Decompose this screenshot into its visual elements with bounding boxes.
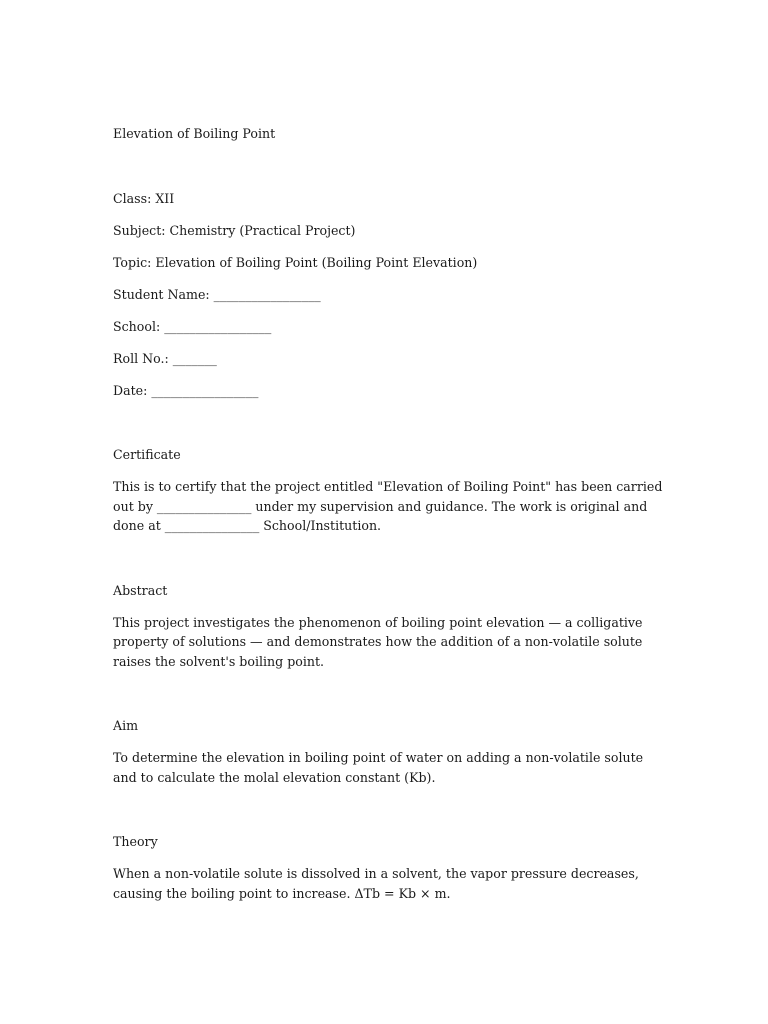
- aim-heading: Aim: [113, 718, 139, 733]
- topic-line: Topic: Elevation of Boiling Point (Boiling Point Elevation): [113, 254, 478, 270]
- school-line: School: _________________: [113, 318, 272, 334]
- theory-body: When a non-volatile solute is dissolved in a solvent, the vapor pressure decreases, causing the boiling point to increase. ΔTb = Kb × m.: [113, 866, 643, 901]
- subject-line: Subject: Chemistry (Practical Project): [113, 222, 356, 238]
- student-name-line: Student Name: _________________: [113, 286, 321, 302]
- theory-heading: Theory: [113, 834, 158, 849]
- roll-no-line: Roll No.: _______: [113, 350, 217, 366]
- abstract-heading: Abstract: [113, 582, 168, 598]
- certificate-heading: Certificate: [113, 447, 181, 462]
- class-line: Class: XII: [113, 190, 175, 206]
- aim-body: To determine the elevation in boiling point of water on adding a non-volatile solute and to calculate the molal elevation constant (Kb).: [113, 750, 648, 785]
- date-line: Date: _________________: [113, 382, 259, 398]
- abstract-body: This project investigates the phenomenon of boiling point elevation — a colligative property of solutions — and demonstrates how the addition of a non-volatile solute raises the solvent's boiling point.: [113, 614, 647, 669]
- certificate-body: This is to certify that the project entitled "Elevation of Boiling Point" has been carried out by _______________ under my supervision and guidance. The work is original and done at _______________ School/Institution.: [113, 479, 667, 533]
- document-title: Elevation of Boiling Point: [113, 126, 276, 141]
